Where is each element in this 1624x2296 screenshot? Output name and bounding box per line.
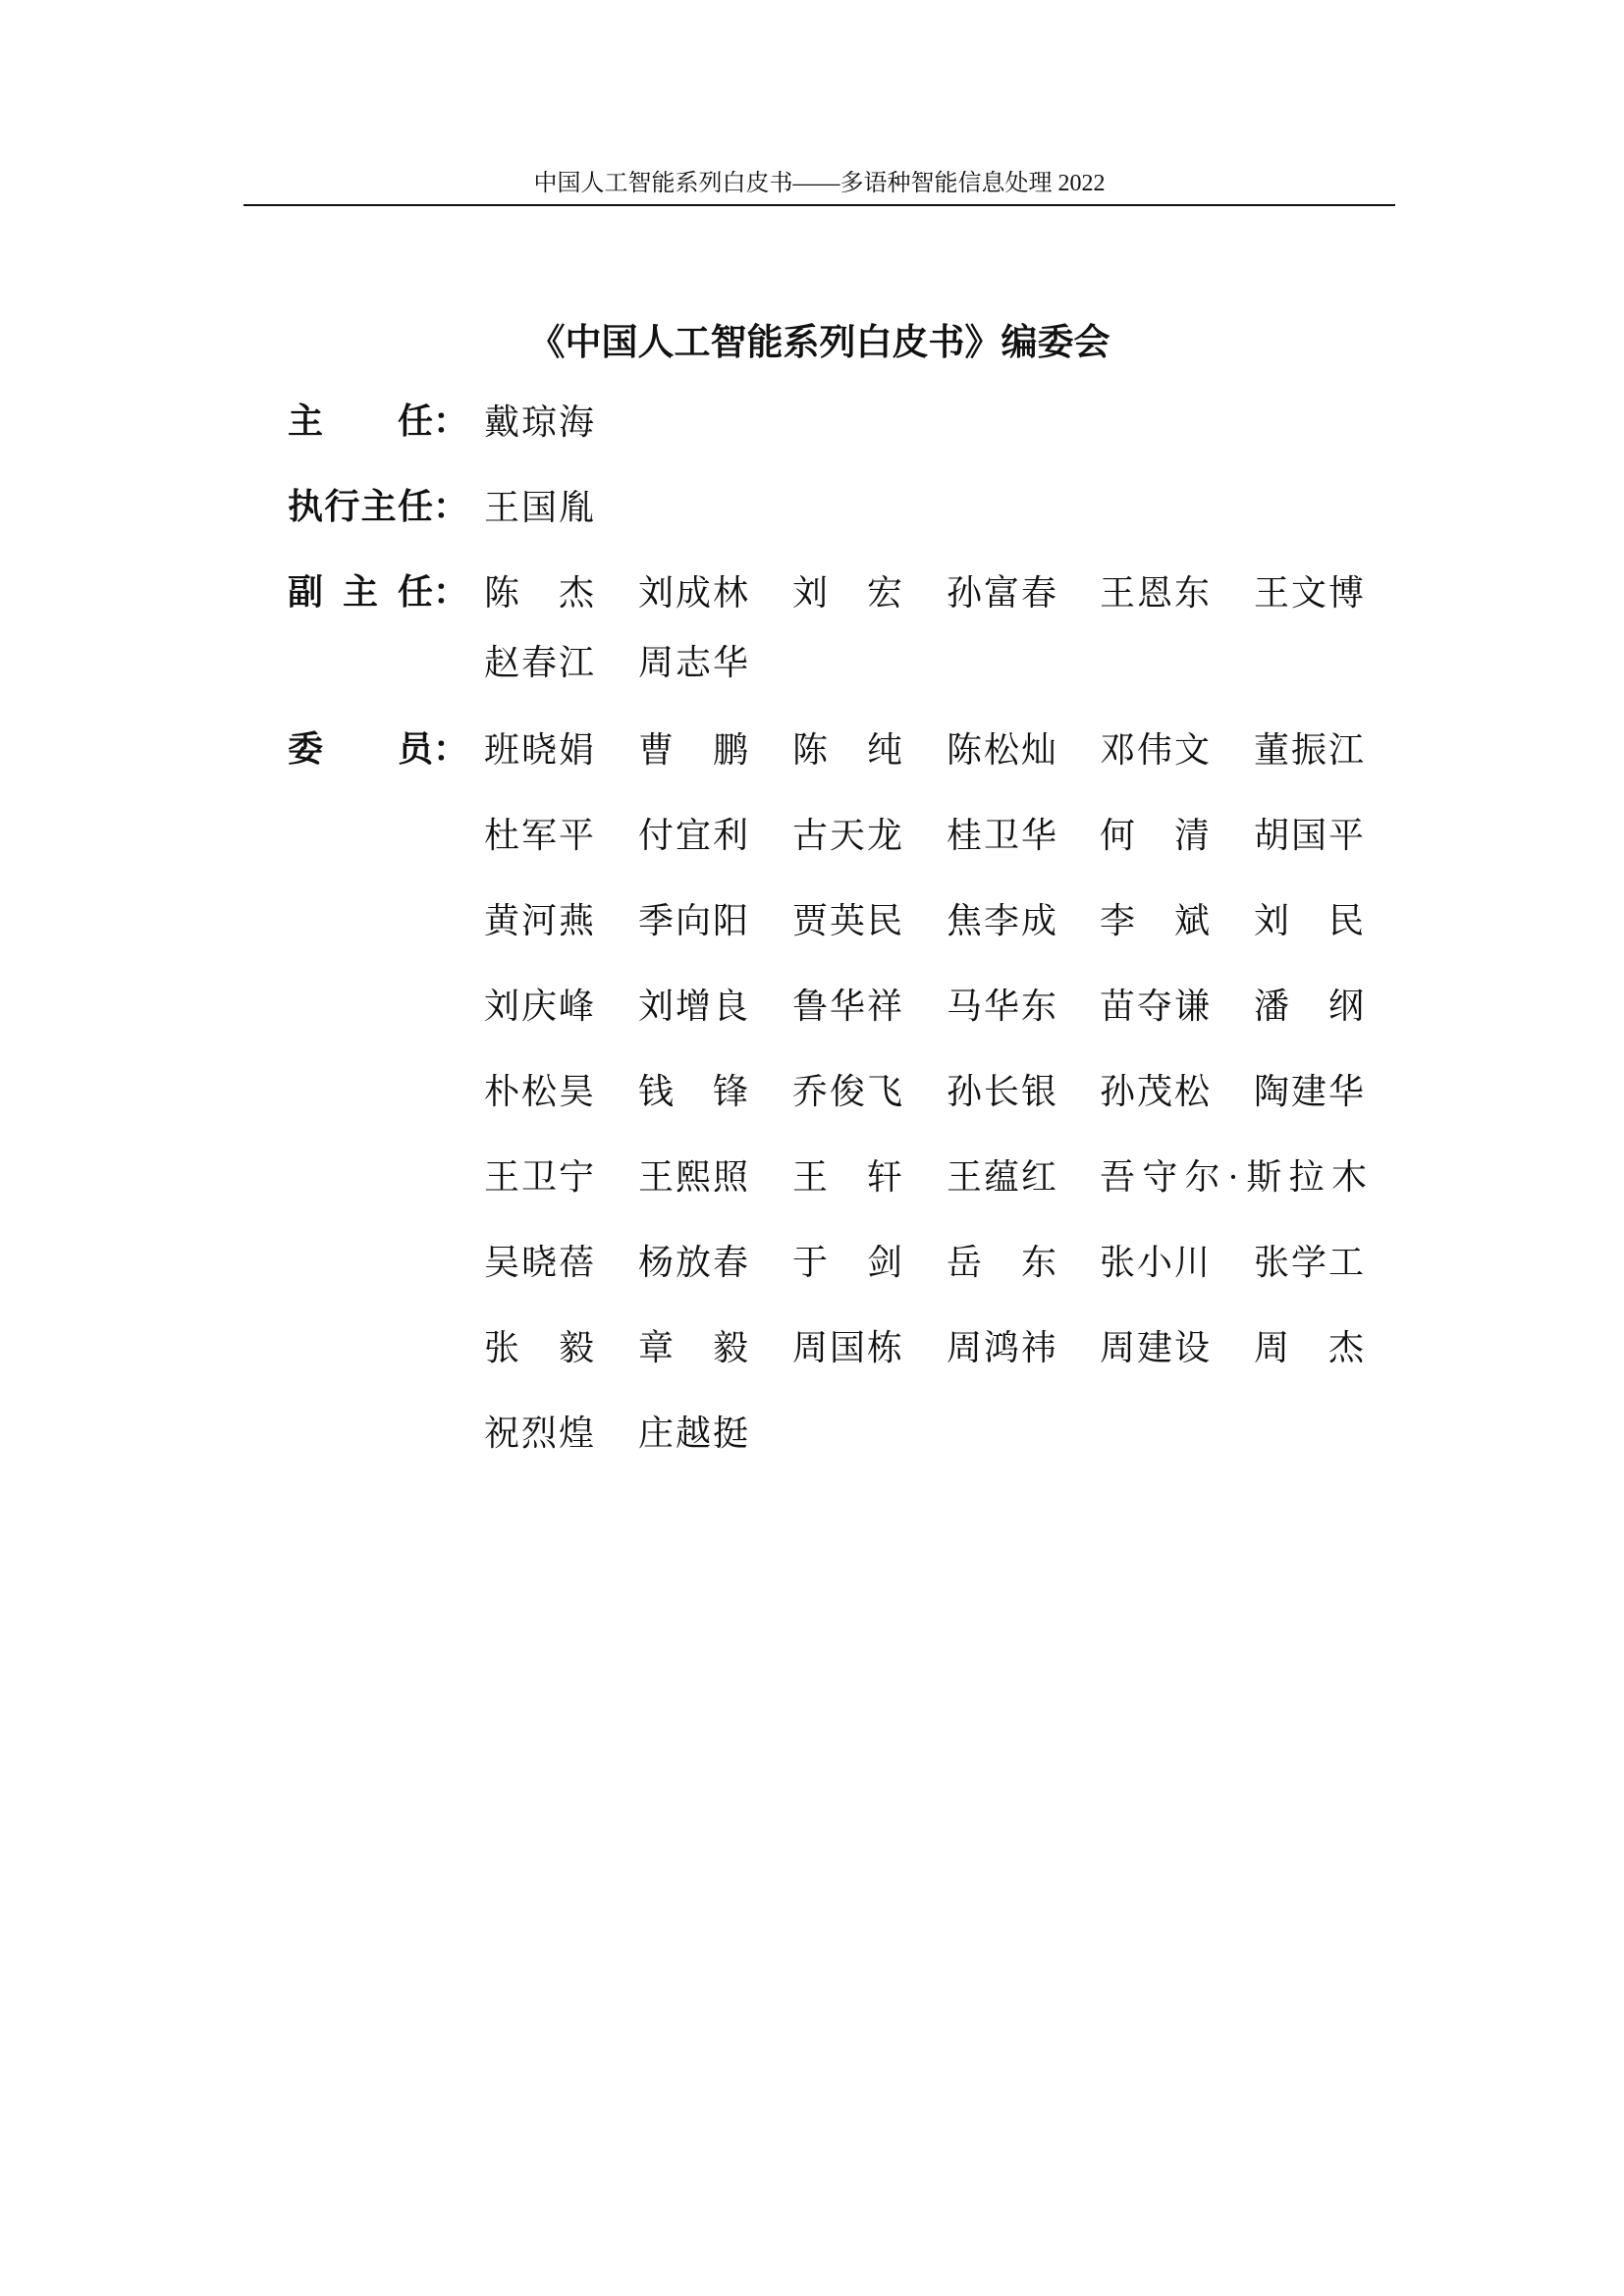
member-name: 周志华 xyxy=(638,643,748,682)
member-name: 戴琼海 xyxy=(484,402,594,442)
section-label xyxy=(288,486,472,529)
member-name: 陶建华 xyxy=(1254,1072,1364,1111)
member-name: 班晓娟 xyxy=(484,730,594,770)
member-name: 黄河燕 xyxy=(484,901,594,940)
member-name: 刘成林 xyxy=(638,573,748,613)
member-name: 王熙照 xyxy=(638,1157,748,1197)
member-name: 付宜利 xyxy=(638,816,748,855)
member-name: 季向阳 xyxy=(638,901,748,940)
colon: ： xyxy=(433,572,469,613)
member-name: 何清 xyxy=(1100,816,1210,855)
member-name: 章毅 xyxy=(638,1328,748,1367)
member-name: 周鸿祎 xyxy=(947,1328,1056,1367)
member-name: 王国胤 xyxy=(484,488,594,527)
member-name: 陈松灿 xyxy=(947,730,1056,770)
member-name: 王轩 xyxy=(792,1157,902,1197)
member-name: 邓伟文 xyxy=(1100,730,1210,770)
member-name: 刘宏 xyxy=(792,573,902,613)
member-name: 庄越挺 xyxy=(638,1414,748,1453)
member-name: 桂卫华 xyxy=(947,816,1056,855)
section-label-text: 副主任 xyxy=(288,572,433,613)
section-label xyxy=(288,571,472,614)
member-name: 吴晓蓓 xyxy=(484,1243,594,1282)
member-name: 乔俊飞 xyxy=(792,1072,902,1111)
section-label-text: 主任 xyxy=(288,401,433,442)
member-name: 王文博 xyxy=(1254,573,1364,613)
section-label xyxy=(288,400,472,444)
member-name: 刘增良 xyxy=(638,987,748,1026)
member-name: 杨放春 xyxy=(638,1243,748,1282)
member-name: 焦李成 xyxy=(947,901,1056,940)
member-name: 古天龙 xyxy=(792,816,902,855)
member-name: 吾守尔·斯拉木 xyxy=(1100,1157,1367,1197)
member-name: 钱锋 xyxy=(638,1072,748,1111)
member-name: 于剑 xyxy=(792,1243,902,1282)
colon: ： xyxy=(433,487,469,527)
member-name: 王蕴红 xyxy=(947,1157,1056,1197)
section-label-text: 委员 xyxy=(288,729,433,770)
member-name: 周建设 xyxy=(1100,1328,1210,1367)
member-name: 朴松昊 xyxy=(484,1072,594,1111)
member-name: 刘庆峰 xyxy=(484,987,594,1026)
section-label xyxy=(288,728,472,772)
member-name: 孙茂松 xyxy=(1100,1072,1210,1111)
member-name: 胡国平 xyxy=(1254,816,1364,855)
member-name: 张小川 xyxy=(1100,1243,1210,1282)
member-name: 周杰 xyxy=(1254,1328,1364,1367)
member-name: 王恩东 xyxy=(1100,573,1210,613)
member-name: 孙富春 xyxy=(947,573,1056,613)
member-name: 王卫宁 xyxy=(484,1157,594,1197)
colon: ： xyxy=(433,729,469,770)
member-name: 岳东 xyxy=(947,1243,1056,1282)
running-header: 中国人工智能系列白皮书——多语种智能信息处理 2022 xyxy=(533,171,1106,196)
member-name: 苗夺谦 xyxy=(1100,987,1210,1026)
section-label-text: 执行主任 xyxy=(288,487,433,527)
member-name: 潘纲 xyxy=(1254,987,1364,1026)
member-name: 周国栋 xyxy=(792,1328,902,1367)
member-name: 曹鹏 xyxy=(638,730,748,770)
member-name: 赵春江 xyxy=(484,643,594,682)
member-name: 陈杰 xyxy=(484,573,594,613)
member-name: 祝烈煌 xyxy=(484,1414,594,1453)
page-title: 《中国人工智能系列白皮书》编委会 xyxy=(528,321,1110,363)
member-name: 李斌 xyxy=(1100,901,1210,940)
member-name: 董振江 xyxy=(1254,730,1364,770)
member-name: 杜军平 xyxy=(484,816,594,855)
colon: ： xyxy=(433,401,469,442)
member-name: 陈纯 xyxy=(792,730,902,770)
header-divider xyxy=(244,204,1395,206)
member-name: 鲁华祥 xyxy=(792,987,902,1026)
member-name: 张学工 xyxy=(1254,1243,1364,1282)
member-name: 刘民 xyxy=(1254,901,1364,940)
member-name: 马华东 xyxy=(947,987,1056,1026)
member-name: 张毅 xyxy=(484,1328,594,1367)
member-name: 孙长银 xyxy=(947,1072,1056,1111)
member-name: 贾英民 xyxy=(792,901,902,940)
